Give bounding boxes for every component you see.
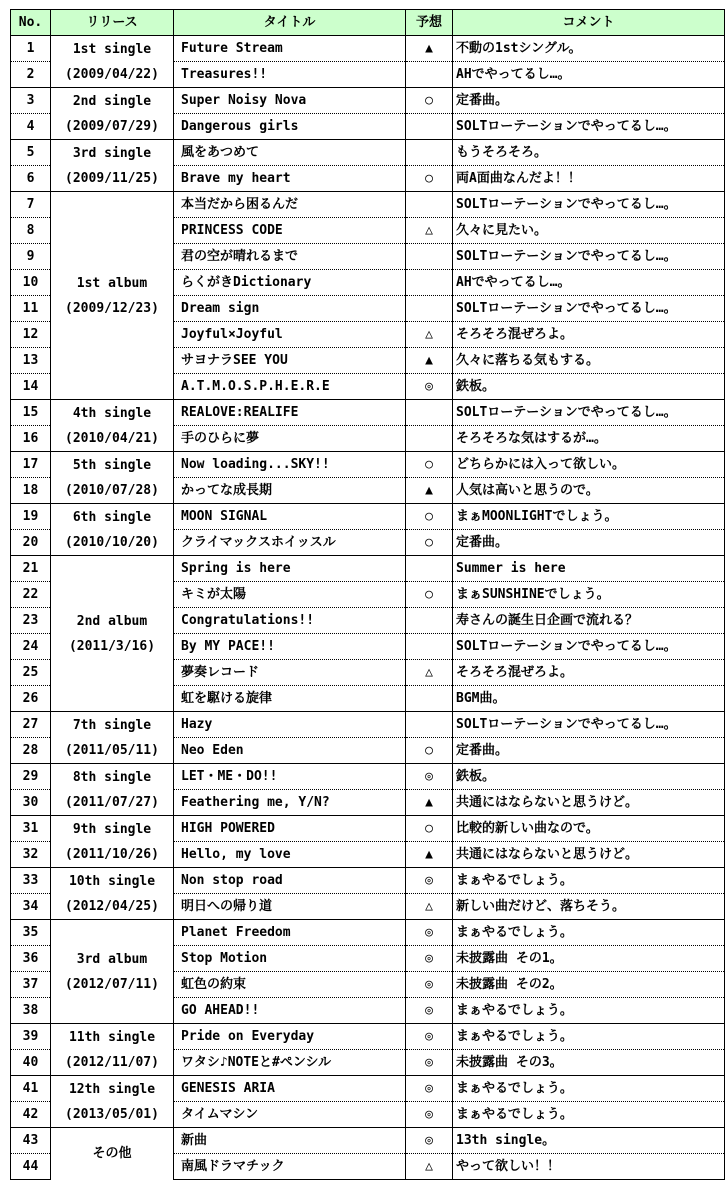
- prediction-mark: [406, 244, 453, 270]
- comment: AHでやってるし…。: [453, 62, 725, 88]
- release-date: (2011/07/27): [65, 794, 159, 810]
- header-row: [11, 10, 725, 36]
- comment: 久々に落ちる気もする。: [453, 348, 725, 374]
- table-row: [11, 400, 725, 426]
- row-number: 1: [11, 36, 51, 62]
- table-row: [11, 192, 725, 218]
- prediction-mark: ◎: [406, 764, 453, 790]
- comment: まぁMOONLIGHTでしょう。: [453, 504, 725, 530]
- song-title: PRINCESS CODE: [174, 218, 406, 244]
- row-number: 42: [11, 1102, 51, 1128]
- prediction-mark: ○: [406, 738, 453, 764]
- comment: まぁやるでしょう。: [453, 868, 725, 894]
- release-name: 7th single: [72, 717, 152, 733]
- release-name: その他: [92, 1146, 132, 1162]
- release-cell: [51, 400, 174, 452]
- prediction-mark: ▲: [406, 36, 453, 62]
- release-cell: [51, 712, 174, 764]
- row-number: 26: [11, 686, 51, 712]
- song-title: 君の空が晴れるまで: [174, 244, 406, 270]
- song-title: GENESIS ARIA: [174, 1076, 406, 1102]
- row-number: 11: [11, 296, 51, 322]
- song-title: GO AHEAD!!: [174, 998, 406, 1024]
- row-number: 29: [11, 764, 51, 790]
- comment: 定番曲。: [453, 88, 725, 114]
- comment: SOLTローテーションでやってるし…。: [453, 114, 725, 140]
- comment: 久々に見たい。: [453, 218, 725, 244]
- comment: SOLTローテーションでやってるし…。: [453, 192, 725, 218]
- prediction-mark: ○: [406, 530, 453, 556]
- release-date: (2011/05/11): [65, 742, 159, 758]
- comment: どちらかには入って欲しい。: [453, 452, 725, 478]
- song-title: By MY PACE!!: [174, 634, 406, 660]
- prediction-mark: ○: [406, 166, 453, 192]
- prediction-mark: [406, 192, 453, 218]
- row-number: 10: [11, 270, 51, 296]
- row-number: 25: [11, 660, 51, 686]
- comment: 未披露曲 その2。: [453, 972, 725, 998]
- release-cell: [51, 140, 174, 192]
- release-cell: [51, 816, 174, 868]
- prediction-mark: [406, 296, 453, 322]
- release-cell: [51, 452, 174, 504]
- prediction-mark: [406, 270, 453, 296]
- comment: 鉄板。: [453, 374, 725, 400]
- row-number: 3: [11, 88, 51, 114]
- song-title: MOON SIGNAL: [174, 504, 406, 530]
- row-number: 17: [11, 452, 51, 478]
- release-cell: [51, 764, 174, 816]
- table-row: [11, 1128, 725, 1154]
- table-row: [11, 504, 725, 530]
- header-title: タイトル: [174, 10, 406, 36]
- song-title: 手のひらに夢: [174, 426, 406, 452]
- release-date: (2011/10/26): [65, 846, 159, 862]
- comment: まぁSUNSHINEでしょう。: [453, 582, 725, 608]
- prediction-mark: ◎: [406, 868, 453, 894]
- prediction-mark: ◎: [406, 1050, 453, 1076]
- prediction-mark: [406, 114, 453, 140]
- table-row: [11, 1076, 725, 1102]
- song-title: Neo Eden: [174, 738, 406, 764]
- comment: 定番曲。: [453, 738, 725, 764]
- comment: SOLTローテーションでやってるし…。: [453, 296, 725, 322]
- row-number: 4: [11, 114, 51, 140]
- row-number: 24: [11, 634, 51, 660]
- release-name: 1st album: [76, 275, 148, 291]
- release-date: (2010/07/28): [65, 482, 159, 498]
- header-release: リリース: [51, 10, 174, 36]
- song-title: 虹色の約束: [174, 972, 406, 998]
- comment: そろそろな気はするが…。: [453, 426, 725, 452]
- comment: AHでやってるし…。: [453, 270, 725, 296]
- row-number: 28: [11, 738, 51, 764]
- release-cell: [51, 1128, 174, 1180]
- release-date: (2012/07/11): [65, 976, 159, 992]
- row-number: 31: [11, 816, 51, 842]
- release-date: (2011/3/16): [68, 638, 156, 654]
- song-title: タイムマシン: [174, 1102, 406, 1128]
- row-number: 14: [11, 374, 51, 400]
- prediction-mark: ◎: [406, 946, 453, 972]
- song-title: Spring is here: [174, 556, 406, 582]
- release-name: 4th single: [72, 405, 152, 421]
- prediction-mark: ◎: [406, 374, 453, 400]
- header-no: No.: [11, 10, 51, 36]
- prediction-mark: [406, 712, 453, 738]
- row-number: 44: [11, 1154, 51, 1180]
- prediction-mark: [406, 686, 453, 712]
- row-number: 23: [11, 608, 51, 634]
- prediction-mark: ○: [406, 816, 453, 842]
- release-name: 2nd single: [72, 93, 152, 109]
- prediction-mark: ◎: [406, 1024, 453, 1050]
- comment: まぁやるでしょう。: [453, 998, 725, 1024]
- table-row: [11, 920, 725, 946]
- song-title: 新曲: [174, 1128, 406, 1154]
- row-number: 39: [11, 1024, 51, 1050]
- row-number: 27: [11, 712, 51, 738]
- row-number: 8: [11, 218, 51, 244]
- comment: 不動の1stシングル。: [453, 36, 725, 62]
- table-row: [11, 452, 725, 478]
- row-number: 36: [11, 946, 51, 972]
- song-title: 夢奏レコード: [174, 660, 406, 686]
- comment: やって欲しい！！: [453, 1154, 725, 1180]
- row-number: 18: [11, 478, 51, 504]
- song-title: Future Stream: [174, 36, 406, 62]
- release-date: (2009/11/25): [65, 170, 159, 186]
- row-number: 21: [11, 556, 51, 582]
- song-title: Super Noisy Nova: [174, 88, 406, 114]
- comment: 新しい曲だけど、落ちそう。: [453, 894, 725, 920]
- release-cell: [51, 920, 174, 1024]
- prediction-mark: ◎: [406, 1076, 453, 1102]
- comment: まぁやるでしょう。: [453, 1076, 725, 1102]
- song-title: 風をあつめて: [174, 140, 406, 166]
- comment: もうそろそろ。: [453, 140, 725, 166]
- comment: 未披露曲 その3。: [453, 1050, 725, 1076]
- prediction-mark: ◎: [406, 920, 453, 946]
- prediction-mark: [406, 62, 453, 88]
- comment: 未披露曲 その1。: [453, 946, 725, 972]
- prediction-mark: [406, 608, 453, 634]
- song-title: Congratulations!!: [174, 608, 406, 634]
- comment: 人気は高いと思うので。: [453, 478, 725, 504]
- song-title: HIGH POWERED: [174, 816, 406, 842]
- prediction-mark: △: [406, 322, 453, 348]
- table-row: [11, 712, 725, 738]
- song-title: REALOVE:REALIFE: [174, 400, 406, 426]
- table-row: [11, 556, 725, 582]
- song-title: Dream sign: [174, 296, 406, 322]
- song-title: Dangerous girls: [174, 114, 406, 140]
- comment: SOLTローテーションでやってるし…。: [453, 712, 725, 738]
- release-date: (2010/10/20): [65, 534, 159, 550]
- table-row: [11, 816, 725, 842]
- release-name: 9th single: [72, 821, 152, 837]
- song-title: LET・ME・DO!!: [174, 764, 406, 790]
- prediction-mark: △: [406, 660, 453, 686]
- table-body: [11, 36, 725, 1180]
- row-number: 6: [11, 166, 51, 192]
- release-cell: [51, 36, 174, 88]
- row-number: 40: [11, 1050, 51, 1076]
- row-number: 20: [11, 530, 51, 556]
- comment: まぁやるでしょう。: [453, 1102, 725, 1128]
- song-title: らくがきDictionary: [174, 270, 406, 296]
- release-date: (2009/07/29): [65, 118, 159, 134]
- release-cell: [51, 556, 174, 712]
- comment: 共通にはならないと思うけど。: [453, 842, 725, 868]
- song-title: Non stop road: [174, 868, 406, 894]
- prediction-mark: ▲: [406, 790, 453, 816]
- row-number: 5: [11, 140, 51, 166]
- song-title: Pride on Everyday: [174, 1024, 406, 1050]
- release-cell: [51, 192, 174, 400]
- prediction-mark: ▲: [406, 478, 453, 504]
- row-number: 22: [11, 582, 51, 608]
- song-title: ワタシ♪NOTEと#ペンシル: [174, 1050, 406, 1076]
- prediction-mark: [406, 140, 453, 166]
- song-title: Feathering me, Y/N?: [174, 790, 406, 816]
- song-title: クライマックスホイッスル: [174, 530, 406, 556]
- release-name: 8th single: [72, 769, 152, 785]
- prediction-mark: ◎: [406, 972, 453, 998]
- prediction-mark: [406, 634, 453, 660]
- release-date: (2009/04/22): [65, 66, 159, 82]
- prediction-mark: ▲: [406, 348, 453, 374]
- release-name: 11th single: [68, 1029, 156, 1045]
- header-prediction: 予想: [406, 10, 453, 36]
- header-comment: コメント: [453, 10, 725, 36]
- release-name: 12th single: [68, 1081, 156, 1097]
- comment: 比較的新しい曲なので。: [453, 816, 725, 842]
- row-number: 37: [11, 972, 51, 998]
- release-cell: [51, 868, 174, 920]
- table-row: [11, 868, 725, 894]
- release-name: 3rd album: [76, 951, 148, 967]
- release-name: 5th single: [72, 457, 152, 473]
- row-number: 33: [11, 868, 51, 894]
- row-number: 19: [11, 504, 51, 530]
- prediction-mark: ○: [406, 582, 453, 608]
- prediction-mark: ▲: [406, 842, 453, 868]
- release-cell: [51, 88, 174, 140]
- table-row: [11, 88, 725, 114]
- release-cell: [51, 1024, 174, 1076]
- row-number: 43: [11, 1128, 51, 1154]
- comment: まぁやるでしょう。: [453, 1024, 725, 1050]
- setlist-prediction-table: [10, 9, 725, 1180]
- row-number: 16: [11, 426, 51, 452]
- release-date: (2009/12/23): [65, 300, 159, 316]
- comment: 寿さんの誕生日企画で流れる？: [453, 608, 725, 634]
- prediction-mark: △: [406, 218, 453, 244]
- comment: 13th single。: [453, 1128, 725, 1154]
- release-date: (2010/04/21): [65, 430, 159, 446]
- row-number: 9: [11, 244, 51, 270]
- song-title: Brave my heart: [174, 166, 406, 192]
- comment: そろそろ混ぜろよ。: [453, 660, 725, 686]
- release-date: (2012/04/25): [65, 898, 159, 914]
- song-title: サヨナラSEE YOU: [174, 348, 406, 374]
- comment: SOLTローテーションでやってるし…。: [453, 244, 725, 270]
- row-number: 15: [11, 400, 51, 426]
- release-date: (2013/05/01): [65, 1106, 159, 1122]
- prediction-mark: ○: [406, 88, 453, 114]
- comment: Summer is here: [453, 556, 725, 582]
- comment: 共通にはならないと思うけど。: [453, 790, 725, 816]
- song-title: かってな成長期: [174, 478, 406, 504]
- comment: BGM曲。: [453, 686, 725, 712]
- song-title: キミが太陽: [174, 582, 406, 608]
- prediction-mark: [406, 400, 453, 426]
- release-name: 2nd album: [76, 613, 148, 629]
- release-name: 10th single: [68, 873, 156, 889]
- song-title: 虹を駆ける旋律: [174, 686, 406, 712]
- release-name: 1st single: [72, 41, 152, 57]
- prediction-mark: ◎: [406, 998, 453, 1024]
- table-row: [11, 36, 725, 62]
- song-title: Planet Freedom: [174, 920, 406, 946]
- comment: 両A面曲なんだよ！！: [453, 166, 725, 192]
- song-title: 南風ドラマチック: [174, 1154, 406, 1180]
- song-title: Treasures!!: [174, 62, 406, 88]
- release-name: 6th single: [72, 509, 152, 525]
- table-row: [11, 140, 725, 166]
- prediction-mark: △: [406, 1154, 453, 1180]
- song-title: Hazy: [174, 712, 406, 738]
- release-cell: [51, 504, 174, 556]
- row-number: 12: [11, 322, 51, 348]
- comment: SOLTローテーションでやってるし…。: [453, 400, 725, 426]
- row-number: 7: [11, 192, 51, 218]
- release-cell: [51, 1076, 174, 1128]
- comment: 定番曲。: [453, 530, 725, 556]
- comment: 鉄板。: [453, 764, 725, 790]
- row-number: 2: [11, 62, 51, 88]
- prediction-mark: [406, 426, 453, 452]
- table-row: [11, 1024, 725, 1050]
- row-number: 32: [11, 842, 51, 868]
- row-number: 30: [11, 790, 51, 816]
- release-date: (2012/11/07): [65, 1054, 159, 1070]
- song-title: A.T.M.O.S.P.H.E.R.E: [174, 374, 406, 400]
- song-title: Now loading...SKY!!: [174, 452, 406, 478]
- prediction-mark: ◎: [406, 1102, 453, 1128]
- prediction-mark: △: [406, 894, 453, 920]
- prediction-mark: [406, 556, 453, 582]
- prediction-mark: ○: [406, 452, 453, 478]
- song-title: Hello, my love: [174, 842, 406, 868]
- comment: そろそろ混ぜろよ。: [453, 322, 725, 348]
- row-number: 38: [11, 998, 51, 1024]
- row-number: 34: [11, 894, 51, 920]
- comment: まぁやるでしょう。: [453, 920, 725, 946]
- row-number: 35: [11, 920, 51, 946]
- song-title: 明日への帰り道: [174, 894, 406, 920]
- row-number: 41: [11, 1076, 51, 1102]
- prediction-mark: ◎: [406, 1128, 453, 1154]
- song-title: Joyful×Joyful: [174, 322, 406, 348]
- prediction-mark: ○: [406, 504, 453, 530]
- release-name: 3rd single: [72, 145, 152, 161]
- comment: SOLTローテーションでやってるし…。: [453, 634, 725, 660]
- song-title: 本当だから困るんだ: [174, 192, 406, 218]
- song-title: Stop Motion: [174, 946, 406, 972]
- row-number: 13: [11, 348, 51, 374]
- table-row: [11, 764, 725, 790]
